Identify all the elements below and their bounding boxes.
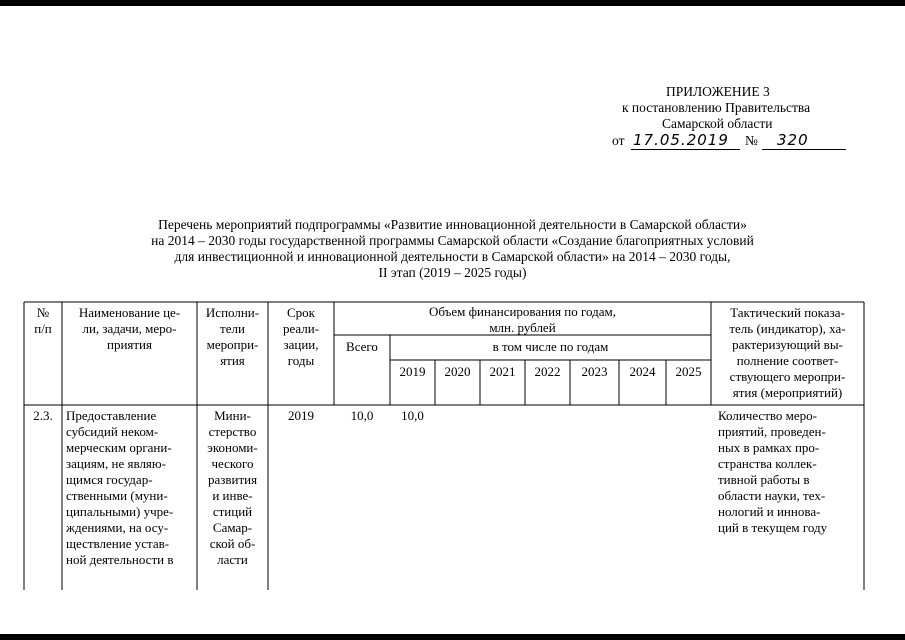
row-term: 2019 (288, 408, 314, 423)
row-name-l5: щимся государ- (66, 472, 153, 487)
header-year-2019: 2019 (399, 364, 426, 379)
document-title (0, 217, 905, 281)
row-exec-l10: ласти (217, 552, 248, 567)
header-num-l2: п/п (34, 321, 52, 336)
header-term-l2: реали- (282, 321, 320, 336)
appendix-resolution-line: к постановлению Правительства (622, 100, 811, 115)
row-exec-l5: развития (207, 472, 258, 487)
header-name-l1: Наименование це- (78, 305, 181, 320)
header-ind-l4: полнение соответ- (736, 353, 839, 368)
scan-top-border (0, 0, 905, 6)
handwritten-number: 320 (777, 131, 809, 149)
header-num-l1: № (36, 305, 50, 320)
row-num: 2.3. (33, 408, 53, 423)
header-ind-l5: ствующего меропри- (729, 369, 846, 384)
row-ind-l6: области науки, тех- (718, 488, 826, 503)
row-ind-l1: Количество меро- (718, 408, 818, 423)
row-exec-l7: стиций (212, 504, 253, 519)
row-exec-l9: ской об- (209, 536, 256, 551)
header-funding (334, 304, 711, 336)
header-term-l1: Срок (287, 305, 315, 320)
row-name-l3: мерческим органи- (66, 440, 172, 455)
row-executor (197, 408, 268, 568)
row-name-l2: субсидий неком- (66, 424, 159, 439)
header-term-l4: годы (287, 353, 315, 368)
row-ind-l8: ций в текущем году (718, 520, 828, 535)
header-year-2022: 2022 (534, 364, 561, 379)
row-ind-l4: странства коллек- (718, 456, 817, 471)
row-ind-l7: нологий и иннова- (718, 504, 821, 519)
handwritten-date: 17.05.2019 (633, 131, 729, 149)
header-funding-l1: Объем финансирования по годам, (428, 304, 617, 319)
header-exec-l2: тели (220, 321, 245, 336)
date-underline (631, 149, 740, 150)
row-exec-l2: стерство (208, 424, 257, 439)
row-total: 10,0 (350, 408, 374, 423)
appendix-title: ПРИЛОЖЕНИЕ 3 (666, 84, 770, 99)
row-name-l9: ществление устав- (66, 536, 170, 551)
row-exec-l8: Самар- (212, 520, 253, 535)
appendix-region-line: Самарской области (662, 116, 773, 131)
row-name-l10: ной деятельности в (66, 552, 174, 567)
row-name-l4: зациям, не являю- (66, 456, 166, 471)
title-line-1: Перечень мероприятий подпрограммы «Развитие инновационной деятельности в Самарской области» (158, 217, 747, 232)
header-year-2020: 2020 (444, 364, 471, 379)
title-line-2: на 2014 – 2030 годы государственной программы Самарской области «Создание благоприятных условий (151, 233, 754, 248)
header-funding-l2: млн. рублей (489, 320, 556, 335)
number-label: № (745, 133, 758, 148)
from-label: от (612, 133, 625, 148)
header-ind-l3: рактеризующий вы- (732, 337, 843, 352)
number-underline (762, 149, 846, 150)
row-exec-l6: и инве- (212, 488, 253, 503)
header-term-l3: зации, (283, 337, 319, 352)
header-name (62, 305, 197, 353)
title-line-3: для инвестиционной и инновационной деятельности в Самарской области» на 2014 – 2030 годы, (174, 249, 731, 264)
header-by-years: в том числе по годам (492, 339, 609, 354)
row-exec-l3: экономи- (207, 440, 258, 455)
row-name-l1: Предоставление (66, 408, 157, 423)
header-term (268, 305, 334, 369)
header-exec-l3: меропри- (206, 337, 259, 352)
header-ind-l2: тель (индикатор), ха- (729, 321, 846, 336)
title-line-4: II этап (2019 – 2025 годы) (378, 265, 527, 280)
header-exec-l1: Исполни- (205, 305, 260, 320)
header-year-2024: 2024 (629, 364, 656, 379)
header-exec-l4: ятия (220, 353, 245, 368)
row-name (66, 408, 194, 568)
header-ind-l1: Тактический показа- (730, 305, 845, 320)
row-name-l6: ственными (муни- (66, 488, 168, 503)
row-ind-l3: ных в рамках про- (718, 440, 820, 455)
header-indicator (711, 305, 864, 401)
row-ind-l5: тивной работы в (718, 472, 810, 487)
header-num (24, 305, 62, 337)
row-year-2019: 10,0 (401, 408, 424, 423)
header-ind-l6: ятия (мероприятий) (732, 385, 843, 400)
row-ind-l2: приятий, проведен- (718, 424, 826, 439)
header-year-2021: 2021 (489, 364, 516, 379)
header-total: Всего (346, 339, 378, 354)
row-name-l8: ждениями, на осу- (66, 520, 169, 535)
header-year-2025: 2025 (675, 364, 702, 379)
scan-bottom-border (0, 634, 905, 640)
header-name-l2: ли, задачи, меро- (82, 321, 177, 336)
header-year-2023: 2023 (581, 364, 608, 379)
row-exec-l1: Мини- (214, 408, 251, 423)
header-name-l3: приятия (106, 337, 152, 352)
row-indicator (718, 408, 860, 536)
header-executors (197, 305, 268, 369)
row-exec-l4: ческого (211, 456, 254, 471)
row-name-l7: ципальными) учре- (66, 504, 174, 519)
